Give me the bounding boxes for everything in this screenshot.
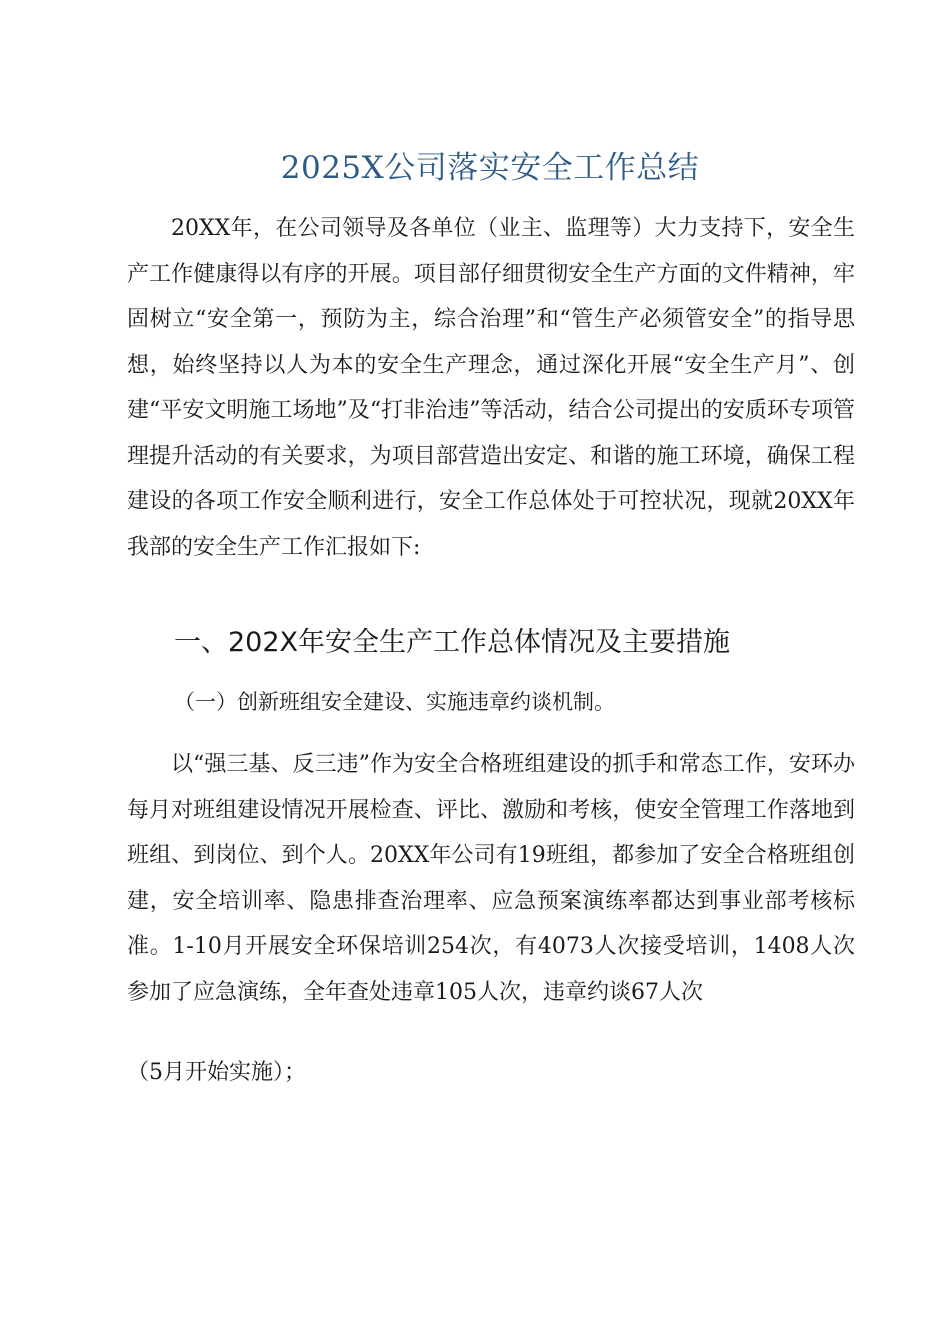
intro-paragraph: 20XX年，在公司领导及各单位（业主、监理等）大力支持下，安全生产工作健康得以有序的开展。项目部仔细贯彻安全生产方面的文件精神，牢固树立“安全第一，预防为主，综合治理”和“管生产必须管安全”的指导思想，始终坚持以人为本的安全生产理念，通过深化开展“安全生产月”、创建“平安文明施工场地”及“打非治违”等活动，结合公司提出的安质环专项管理提升活动的有关要求，为项目部营造出安定、和谐的施工环境，确保工程建设的各项工作安全顺利进行，安全工作总体处于可控状况，现就20XX年我部的安全生产工作汇报如下: (127, 216, 855, 560)
subsection-paragraph: 以“强三基、反三违”作为安全合格班组建设的抓手和常态工作，安环办每月对班组建设情况开展检查、评比、激励和考核，使安全管理工作落地到班组、到岗位、到个人。20XX年公司有19班组，都参加了安全合格班组创建，安全培训率、隐患排查治理率、应急预案演练率都达到事业部考核标准。1-10月开展安全环保培训254次，有4073人次接受培训，1408人次参加了应急演练，全年查处违章105人次，违章约谈67人次 (127, 752, 855, 1005)
subsection-paragraph-tail: （5月开始实施）； (127, 1060, 306, 1085)
subsection-heading: （一）创新班组安全建设、实施违章约谈机制。 (174, 690, 615, 714)
section-heading: 一、202X年安全生产工作总体情况及主要措施 (174, 627, 731, 658)
document-title: 2025X公司落实安全工作总结 (280, 150, 700, 186)
